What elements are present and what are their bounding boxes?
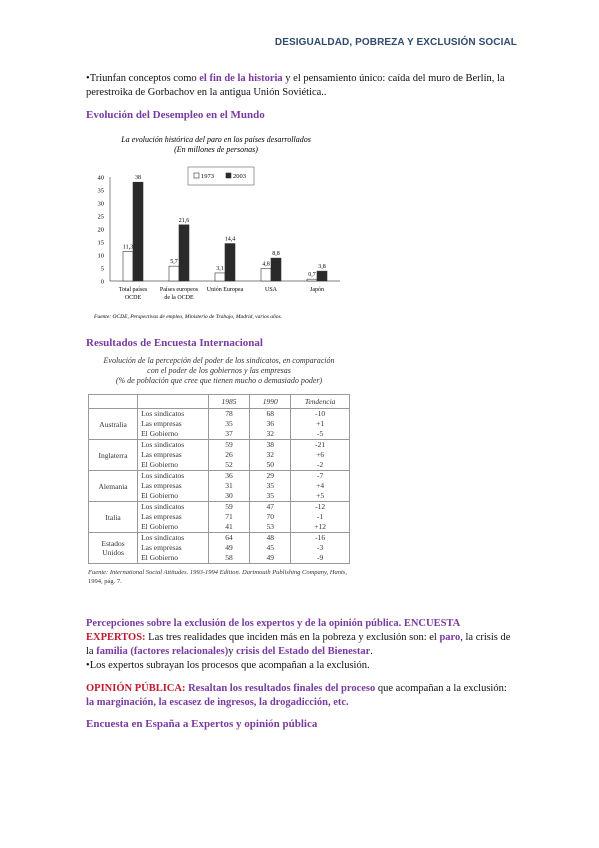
survey-row-group: [89, 471, 350, 502]
bar-1973-3: [261, 269, 271, 281]
experts-text: y: [228, 646, 237, 657]
survey-value-tendencia: -3: [317, 543, 324, 552]
survey-value-tendencia: -2: [317, 460, 324, 469]
bullet: •: [86, 73, 90, 84]
survey-value-1985: 64: [225, 533, 233, 542]
intro-text-1: Triunfan conceptos como: [89, 73, 200, 84]
y-tick-label: 25: [97, 213, 104, 221]
survey-row-label: Las empresas: [141, 543, 182, 552]
survey-value-tendencia: -5: [317, 429, 324, 438]
bar-value-label: 21,6: [178, 217, 190, 224]
survey-cell: [291, 471, 350, 502]
legend-label-2003: 2003: [233, 173, 246, 180]
section-heading-spain-survey: Encuesta en España a Expertos y opinión pública: [86, 718, 318, 730]
page-header-title: DESIGUALDAD, POBREZA Y EXCLUSIÓN SOCIAL: [274, 37, 517, 48]
survey-value-tendencia: -9: [317, 553, 324, 562]
survey-value-1990: 53: [266, 522, 274, 531]
survey-source-line: Fuente: International Social Attitudes. 1993-1994 Edition. Dartmouth Publishing Company, Hants,: [88, 569, 347, 576]
survey-cell: [250, 502, 291, 533]
term-paro: paro: [439, 632, 461, 643]
y-tick-label: 5: [100, 265, 104, 273]
survey-table: [88, 394, 350, 564]
public-opinion-list: la marginación, la escasez de ingresos, la drogadicción, etc.: [86, 697, 349, 708]
survey-header-1990: 1990: [250, 395, 291, 409]
x-category-label: Países europeos: [159, 287, 199, 293]
survey-row-label: El Gobierno: [141, 491, 178, 500]
legend-label-1973: 1973: [201, 173, 214, 180]
intro-text-2: y el pensamiento único: caída del muro de Berlín, la perestroika de Gorbachov en la antigua Unión Soviética..: [86, 73, 505, 98]
experts-text: , la crisis de la: [86, 632, 511, 657]
survey-value-1985: 26: [225, 450, 233, 459]
survey-cell: [138, 533, 209, 564]
bar-value-label: 4,8: [262, 261, 270, 268]
x-category-label: Japón: [310, 287, 324, 293]
survey-row-label: Las empresas: [141, 481, 182, 490]
survey-cell: [208, 409, 249, 440]
survey-header-tendencia: Tendencia: [291, 395, 350, 409]
survey-cell: [138, 440, 209, 471]
bar-1973-1: [169, 266, 179, 281]
y-tick-label: 0: [100, 278, 104, 286]
survey-value-1990: 36: [266, 419, 274, 428]
legend-swatch-2003: [226, 173, 231, 178]
survey-value-1985: 37: [225, 429, 233, 438]
survey-value-1990: 38: [266, 440, 274, 449]
survey-value-1985: 30: [225, 491, 233, 500]
survey-row-label: Los sindicatos: [141, 440, 185, 449]
survey-row-label: Los sindicatos: [141, 502, 185, 511]
y-tick-label: 15: [97, 239, 104, 247]
unemployment-chart: [86, 130, 346, 326]
survey-source-line: 1994, pág. 7.: [88, 578, 122, 585]
survey-row-label: Los sindicatos: [141, 471, 185, 480]
survey-value-1985: 78: [225, 409, 233, 418]
survey-value-1990: 29: [266, 471, 274, 480]
survey-cell: [291, 533, 350, 564]
survey-row-group: [89, 502, 350, 533]
y-tick-label: 10: [97, 252, 104, 260]
survey-cell: [291, 440, 350, 471]
survey-value-1985: 71: [225, 512, 233, 521]
x-category-label: OCDE: [124, 295, 142, 301]
survey-value-1990: 49: [266, 553, 274, 562]
survey-row-group: [89, 440, 350, 471]
survey-cell: [291, 409, 350, 440]
survey-row-group: [89, 533, 350, 564]
public-opinion-paragraph: [86, 682, 516, 710]
survey-row-label: El Gobierno: [141, 429, 178, 438]
survey-value-1990: 50: [266, 460, 274, 469]
survey-cell: [250, 409, 291, 440]
survey-row-label: Los sindicatos: [141, 409, 185, 418]
section-heading-perceptions: Percepciones sobre la exclusión de los expertos y de la opinión pública. ENCUESTA: [86, 618, 461, 629]
bar-1973-2: [215, 273, 225, 281]
survey-value-1990: 47: [266, 502, 274, 511]
experts-label: EXPERTOS:: [86, 632, 146, 643]
survey-value-1990: 32: [266, 450, 274, 459]
bar-value-label: 3,1: [216, 265, 224, 272]
survey-row-label: Las empresas: [141, 419, 182, 428]
chart-title: La evolución histórica del paro en los países desarrollados: [121, 135, 311, 144]
survey-value-tendencia: -21: [315, 440, 326, 449]
survey-title-line: Evolución de la percepción del poder de los sindicatos, en comparación: [103, 356, 335, 365]
x-category-label: Unión Europea: [206, 287, 244, 293]
survey-value-1985: 58: [225, 553, 233, 562]
bar-value-label: 5,7: [170, 259, 178, 266]
survey-header-1985: 1985: [208, 395, 249, 409]
survey-value-tendencia: +5: [316, 491, 325, 500]
public-opinion-emphasis: Resaltan los resultados finales del proceso: [185, 683, 376, 694]
survey-value-1985: 52: [225, 460, 233, 469]
survey-cell: [250, 440, 291, 471]
survey-cell: [138, 409, 209, 440]
bar-2003-1: [179, 225, 189, 281]
intro-highlight: el fin de la historia: [199, 73, 283, 84]
section-heading-unemployment: Evolución del Desempleo en el Mundo: [86, 109, 265, 121]
public-opinion-label: OPINIÓN PÚBLICA:: [86, 683, 186, 694]
survey-value-tendencia: +6: [316, 450, 325, 459]
survey-value-1990: 48: [266, 533, 274, 542]
survey-value-1990: 45: [266, 543, 274, 552]
survey-value-1990: 70: [266, 512, 274, 521]
survey-country: Australia: [89, 409, 138, 440]
chart-subtitle: (En millones de personas): [174, 145, 258, 154]
survey-value-1985: 41: [225, 522, 233, 531]
survey-row-label: El Gobierno: [141, 553, 178, 562]
survey-cell: [291, 502, 350, 533]
section-heading-survey: Resultados de Encuesta Internacional: [86, 337, 263, 349]
public-opinion-text: que acompañan a la exclusión:: [375, 683, 507, 694]
survey-row-label: Los sindicatos: [141, 533, 185, 542]
survey-cell: [208, 471, 249, 502]
term-crisis-estado: crisis del Estado del Bienestar: [236, 646, 371, 657]
survey-cell: [208, 502, 249, 533]
y-tick-label: 30: [97, 200, 104, 208]
bullet: •: [86, 660, 90, 671]
experts-text: Las tres realidades que inciden más en la pobreza y exclusión son: el: [145, 632, 440, 643]
survey-row-label: Las empresas: [141, 450, 182, 459]
survey-value-1985: 59: [225, 440, 233, 449]
survey-cell: [250, 471, 291, 502]
survey-value-1985: 36: [225, 471, 233, 480]
experts-text: .: [370, 646, 373, 657]
survey-value-1990: 68: [266, 409, 274, 418]
chart-source: Fuente: OCDE, Perspectivas de empleo, Ministerio de Trabajo, Madrid, varios años.: [94, 314, 283, 320]
survey-value-tendencia: +4: [316, 481, 325, 490]
experts-bullet-text: Los expertos subrayan los procesos que acompañan a la exclusión.: [89, 660, 370, 671]
survey-title-line: con el poder de los gobiernos y las empresas: [147, 366, 291, 375]
x-category-label: USA: [264, 287, 278, 293]
survey-value-1985: 49: [225, 543, 233, 552]
survey-value-tendencia: -7: [317, 471, 324, 480]
bar-value-label: 3,8: [318, 264, 326, 271]
survey-cell: [138, 471, 209, 502]
survey-value-1990: 32: [266, 429, 274, 438]
bar-value-label: 11,3: [122, 244, 134, 251]
survey-row-label: Las empresas: [141, 512, 182, 521]
survey-header-blank: [138, 395, 209, 409]
bar-value-label: 0,7: [308, 272, 316, 279]
survey-country: Inglaterra: [89, 440, 138, 471]
survey-figure: [88, 356, 350, 586]
survey-country: Alemania: [89, 471, 138, 502]
unemployment-chart-figure: [86, 130, 346, 326]
bar-2003-2: [225, 244, 235, 281]
survey-value-tendencia: -16: [315, 533, 326, 542]
bar-2003-3: [271, 258, 281, 281]
y-tick-label: 35: [97, 187, 104, 195]
survey-row-group: [89, 409, 350, 440]
survey-row-label: El Gobierno: [141, 460, 178, 469]
survey-value-1985: 31: [225, 481, 233, 490]
survey-header-blank: [89, 395, 138, 409]
x-category-label: de la OCDE: [164, 295, 194, 301]
bar-2003-0: [133, 182, 143, 281]
survey-cell: [208, 533, 249, 564]
term-familia: familia (factores relacionales): [96, 646, 229, 657]
survey-value-1985: 59: [225, 502, 233, 511]
survey-country: Italia: [89, 502, 138, 533]
experts-paragraph: [86, 617, 516, 673]
x-category-label: Total países: [118, 287, 148, 293]
survey-value-tendencia: -10: [315, 409, 326, 418]
bar-value-label: 14,4: [224, 236, 236, 243]
survey-value-tendencia: +12: [314, 522, 327, 531]
survey-value-1985: 35: [225, 419, 233, 428]
y-tick-label: 20: [97, 226, 104, 234]
survey-cell: [208, 440, 249, 471]
survey-value-1990: 35: [266, 481, 274, 490]
bar-2003-4: [317, 271, 327, 281]
intro-paragraph: [86, 72, 516, 100]
survey-value-tendencia: -1: [317, 512, 324, 521]
survey-title-line: (% de población que cree que tienen mucho o demasiado poder): [115, 376, 323, 385]
survey-cell: [250, 533, 291, 564]
survey-title: [88, 356, 350, 386]
bar-value-label: 38: [135, 175, 141, 182]
survey-cell: [138, 502, 209, 533]
survey-value-tendencia: +1: [316, 419, 325, 428]
bar-1973-4: [307, 279, 317, 281]
survey-value-1990: 35: [266, 491, 274, 500]
survey-country: Estados Unidos: [89, 533, 138, 564]
survey-row-label: El Gobierno: [141, 522, 178, 531]
survey-value-tendencia: -12: [315, 502, 326, 511]
y-tick-label: 40: [97, 174, 104, 182]
bar-value-label: 8,8: [272, 251, 280, 258]
survey-header-row: [89, 395, 350, 409]
survey-source: [88, 568, 350, 586]
bar-1973-0: [123, 252, 133, 281]
legend-swatch-1973: [194, 173, 199, 178]
